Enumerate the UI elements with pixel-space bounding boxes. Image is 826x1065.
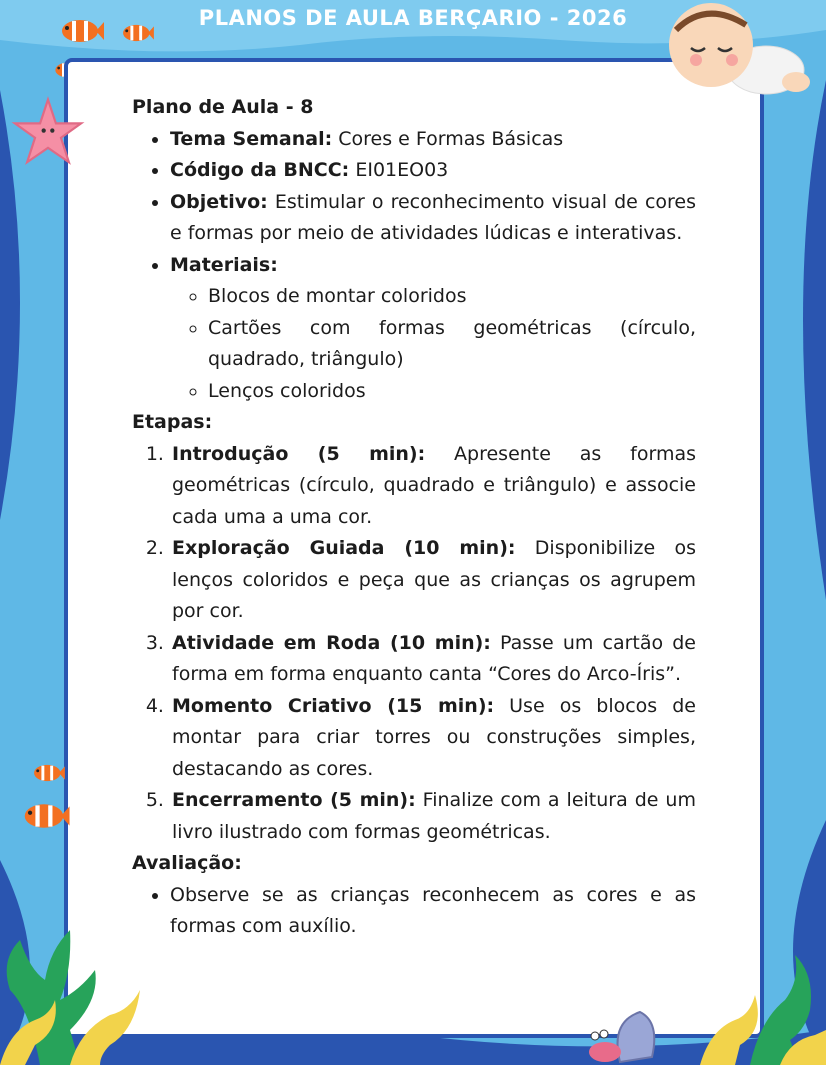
step-text: Apresente as formas geométricas (círculo, quadrado e triângulo) e associe cada uma a uma cor.: [172, 442, 696, 528]
evaluation-list: [132, 880, 696, 943]
step-text: Passe um cartão de forma em forma enquanto canta “Cores do Arco-Íris”.: [172, 631, 696, 685]
bncc-code-label: Código da BNCC:: [170, 159, 350, 181]
step-label: Exploração Guiada (10 min):: [172, 537, 516, 559]
step-label: Introdução (5 min):: [172, 442, 426, 465]
list-item: [170, 187, 696, 250]
lesson-info-list: [132, 124, 696, 408]
coral-icon: [0, 920, 140, 1065]
starfish-icon: [10, 96, 86, 168]
lesson-content: [132, 92, 696, 943]
bncc-code-value: EI01EO03: [349, 159, 449, 181]
step-item: [170, 533, 696, 628]
step-label: Encerramento (5 min):: [172, 789, 416, 811]
step-item: [170, 628, 696, 691]
evaluation-title: Avaliação:: [132, 852, 242, 874]
step-label: Atividade em Roda (10 min):: [172, 631, 491, 654]
objective-value: Estimular o reconhecimento visual de cores e formas por meio de atividades lúdicas e interativas.: [170, 190, 696, 244]
step-text: Finalize com a leitura de um livro ilustrado com formas geométricas.: [172, 789, 696, 843]
materials-label: Materiais:: [170, 253, 278, 276]
list-item: [170, 124, 696, 156]
theme-label: Tema Semanal:: [170, 127, 333, 150]
step-item: [170, 691, 696, 786]
theme-value: Cores e Formas Básicas: [332, 127, 564, 150]
material-item: ◦ Blocos de montar coloridos: [208, 281, 696, 313]
coral-icon: [690, 940, 826, 1065]
clownfish-icon: [20, 800, 70, 832]
clownfish-icon: [58, 16, 104, 46]
objective-label: Objetivo:: [170, 190, 268, 213]
page-header-title: PLANOS DE AULA BERÇARIO - 2026: [198, 6, 628, 30]
step-item: [170, 439, 696, 534]
step-item: [170, 785, 696, 848]
list-item: [170, 155, 696, 187]
clownfish-icon: [120, 22, 154, 44]
material-item: ◦ Lenços coloridos: [208, 376, 696, 408]
step-text: Disponibilize os lenços coloridos e peça que as crianças os agrupem por cor.: [172, 537, 696, 622]
steps-title: Etapas:: [132, 411, 213, 433]
hermit-crab-icon: [580, 1002, 660, 1065]
materials-list: [170, 281, 696, 407]
list-item: [170, 250, 696, 408]
sleeping-baby-icon: [656, 0, 816, 100]
step-text: Use os blocos de montar para criar torres ou construções simples, destacando as cores.: [172, 694, 696, 780]
lesson-title: Plano de Aula - 8: [132, 96, 314, 118]
evaluation-item: • Observe se as crianças reconhecem as cores e as formas com auxílio.: [170, 880, 696, 943]
clownfish-icon: [30, 762, 66, 784]
steps-list: [132, 439, 696, 849]
material-item: ◦ Cartões com formas geométricas (círculo, quadrado, triângulo): [208, 313, 696, 376]
step-label: Momento Criativo (15 min):: [172, 694, 495, 717]
